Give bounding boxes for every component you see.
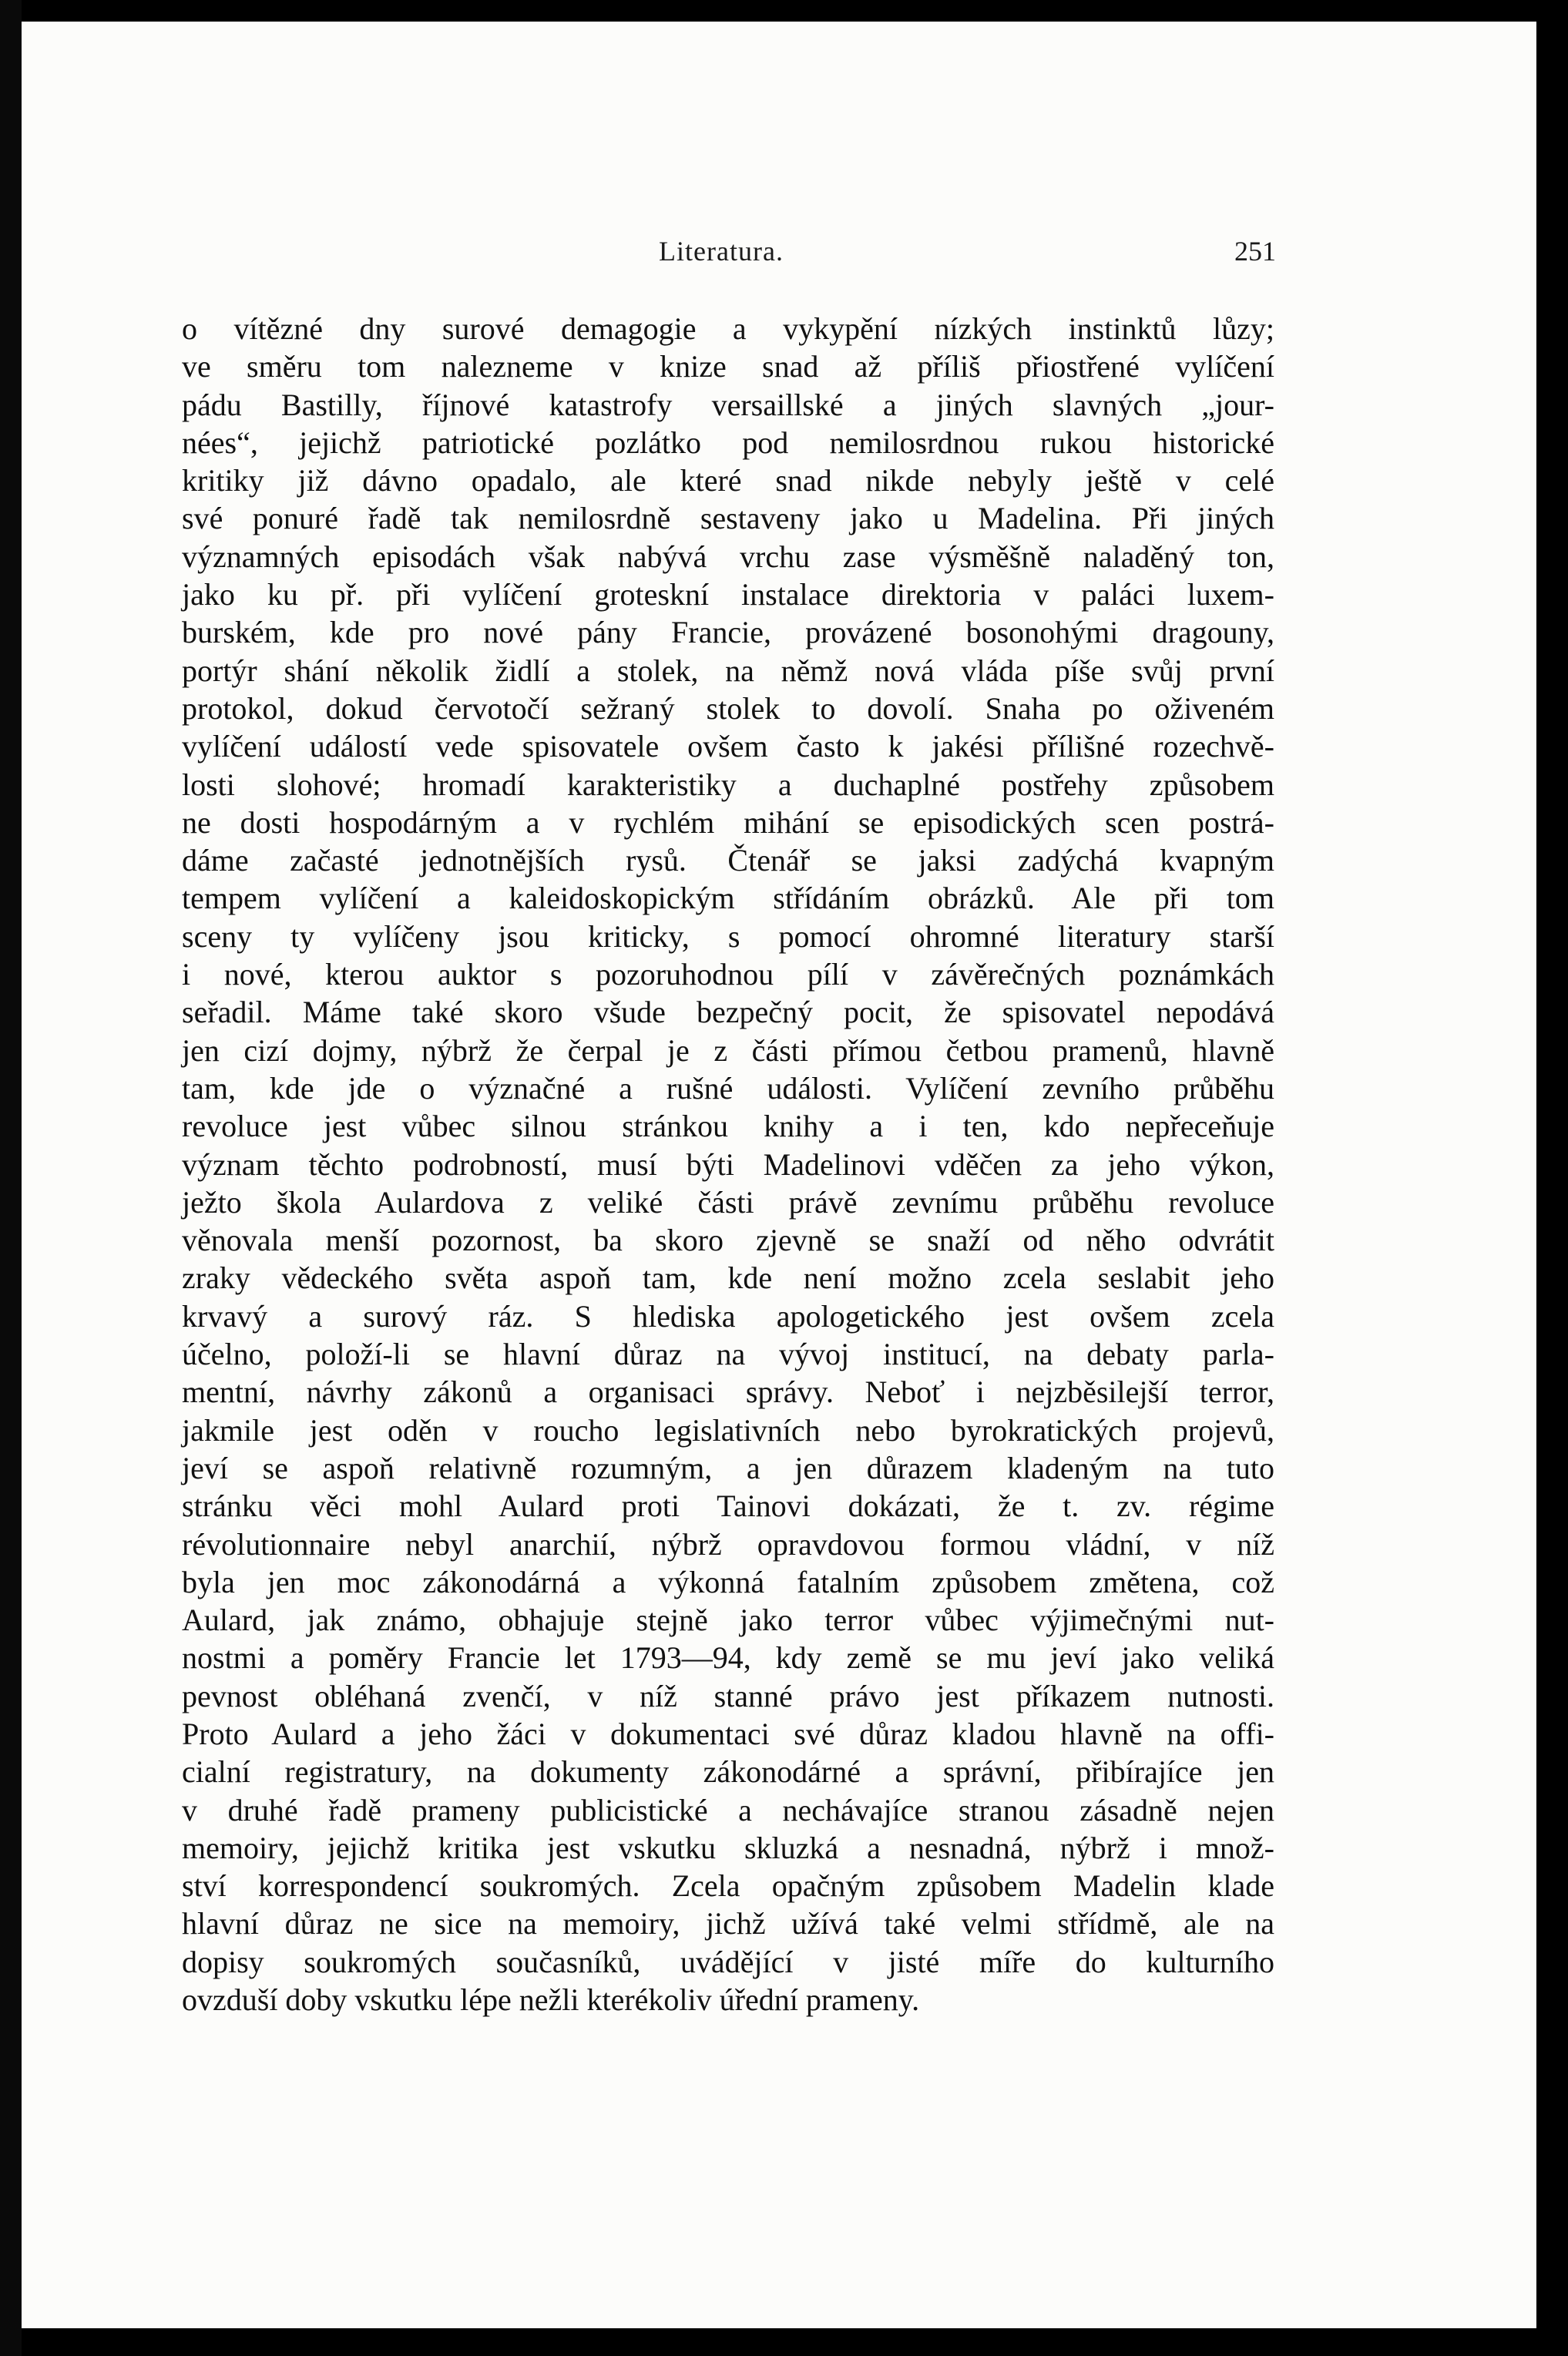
text-line: v druhé řadě prameny publicistické a nechávajíce stranou zásadně nejen xyxy=(182,1792,1274,1827)
text-line: hlavní důraz ne sice na memoiry, jichž užívá také velmi střídmě, ale na xyxy=(182,1906,1274,1942)
text-line: i nové, kterou auktor s pozoruhodnou pílí v závěrečných poznámkách xyxy=(182,957,1274,992)
text-line: krvavý a surový ráz. S hlediska apologetického jest ovšem zcela xyxy=(182,1298,1274,1334)
text-line: pevnost obléhaná zvenčí, v níž stanné právo jest příkazem nutnosti. xyxy=(182,1678,1274,1713)
page-number: 251 xyxy=(1234,236,1276,267)
scan-border xyxy=(0,0,22,2356)
text-line: mentní, návrhy zákonů a organisaci správy. Neboť i nejzběsilejší terror, xyxy=(182,1374,1274,1410)
text-line: Aulard, jak známo, obhajuje stejně jako terror vůbec výjimečnými nut- xyxy=(182,1603,1274,1638)
text-line: zraky vědeckého světa aspoň tam, kde není možno zcela seslabit jeho xyxy=(182,1260,1274,1296)
text-line: burském, kde pro nové pány Francie, provázené bosonohými dragouny, xyxy=(182,615,1274,650)
text-line: věnovala menší pozornost, ba skoro zjevně se snaží od něho odvrátit xyxy=(182,1223,1274,1258)
text-line: révolutionnaire nebyl anarchií, nýbrž opravdovou formou vládní, v níž xyxy=(182,1526,1274,1562)
text-line: ne dosti hospodárným a v rychlém mihání se episodických scen postrá- xyxy=(182,804,1274,840)
text-line: portýr shání několik židlí a stolek, na němž nová vláda píše svůj první xyxy=(182,653,1274,688)
text-line: své ponuré řadě tak nemilosrdně sestaveny jako u Madelina. Při jiných xyxy=(182,501,1274,536)
text-line: dopisy soukromých současníků, uvádějící v jisté míře do kulturního xyxy=(182,1944,1274,1979)
text-line: byla jen moc zákonodárná a výkonná fatalním způsobem změtena, což xyxy=(182,1564,1274,1599)
text-line: ježto škola Aulardova z veliké části právě zevnímu průběhu revoluce xyxy=(182,1184,1274,1220)
text-line: vylíčení událostí vede spisovatele ovšem často k jakési přílišné rozechvě- xyxy=(182,729,1274,764)
text-line: významných episodách však nabývá vrchu zase výsměšně naladěný ton, xyxy=(182,539,1274,574)
text-line: význam těchto podrobností, musí býti Madelinovi vděčen za jeho výkon, xyxy=(182,1146,1274,1182)
text-line: revoluce jest vůbec silnou stránkou knihy a i ten, kdo nepřeceňuje xyxy=(182,1109,1274,1144)
running-title: Literatura. xyxy=(659,236,784,267)
text-line: cialní registratury, na dokumenty zákonodárné a správní, přibírajíce jen xyxy=(182,1754,1274,1790)
text-line: účelno, položí-li se hlavní důraz na vývoj institucí, na debaty parla- xyxy=(182,1337,1274,1372)
text-line: kritiky již dávno opadalo, ale které snad nikde nebyly ještě v celé xyxy=(182,463,1274,498)
body-text xyxy=(182,310,1274,2019)
text-line: pádu Bastilly, říjnové katastrofy versaillské a jiných slavných „jour- xyxy=(182,387,1274,422)
text-line: tam, kde jde o význačné a rušné události. Vylíčení zevního průběhu xyxy=(182,1070,1274,1106)
text-line: ství korrespondencí soukromých. Zcela opačným způsobem Madelin klade xyxy=(182,1868,1274,1904)
text-line: jakmile jest oděn v roucho legislativních nebo byrokratických projevů, xyxy=(182,1412,1274,1448)
text-line: sceny ty vylíčeny jsou kriticky, s pomocí ohromné literatury starší xyxy=(182,918,1274,954)
text-line: tempem vylíčení a kaleidoskopickým střídáním obrázků. Ale při tom xyxy=(182,881,1274,916)
text-line: losti slohové; hromadí karakteristiky a duchaplné postřehy způsobem xyxy=(182,767,1274,802)
text-line: nées“, jejichž patriotické pozlátko pod nemilosrdnou rukou historické xyxy=(182,425,1274,460)
text-line: jen cizí dojmy, nýbrž že čerpal je z části přímou četbou pramenů, hlavně xyxy=(182,1032,1274,1068)
text-line: memoiry, jejichž kritika jest vskutku skluzká a nesnadná, nýbrž i množ- xyxy=(182,1830,1274,1865)
text-line: ovzduší doby vskutku lépe nežli kterékoliv úřední prameny. xyxy=(182,1982,920,2018)
text-line: jeví se aspoň relativně rozumným, a jen důrazem kladeným na tuto xyxy=(182,1450,1274,1485)
text-line: Proto Aulard a jeho žáci v dokumentaci své důraz kladou hlavně na offi- xyxy=(182,1716,1274,1751)
text-line: stránku věci mohl Aulard proti Tainovi dokázati, že t. zv. régime xyxy=(182,1488,1274,1524)
text-line: jako ku př. při vylíčení groteskní instalace direktoria v paláci luxem- xyxy=(182,577,1274,612)
text-line: ve směru tom nalezneme v knize snad až příliš přiostřené vylíčení xyxy=(182,349,1274,384)
text-line: o vítězné dny surové demagogie a vykypění nízkých instinktů lůzy; xyxy=(182,311,1274,346)
text-line: seřadil. Máme také skoro všude bezpečný pocit, že spisovatel nepodává xyxy=(182,995,1274,1030)
text-line: nostmi a poměry Francie let 1793—94, kdy země se mu jeví jako veliká xyxy=(182,1640,1274,1676)
text-line: dáme začasté jednotnějších rysů. Čtenář se jaksi zadýchá kvapným xyxy=(182,843,1274,878)
text-line: protokol, dokud červotočí sežraný stolek to dovolí. Snaha po oživeném xyxy=(182,690,1274,726)
page-header xyxy=(166,235,1276,281)
